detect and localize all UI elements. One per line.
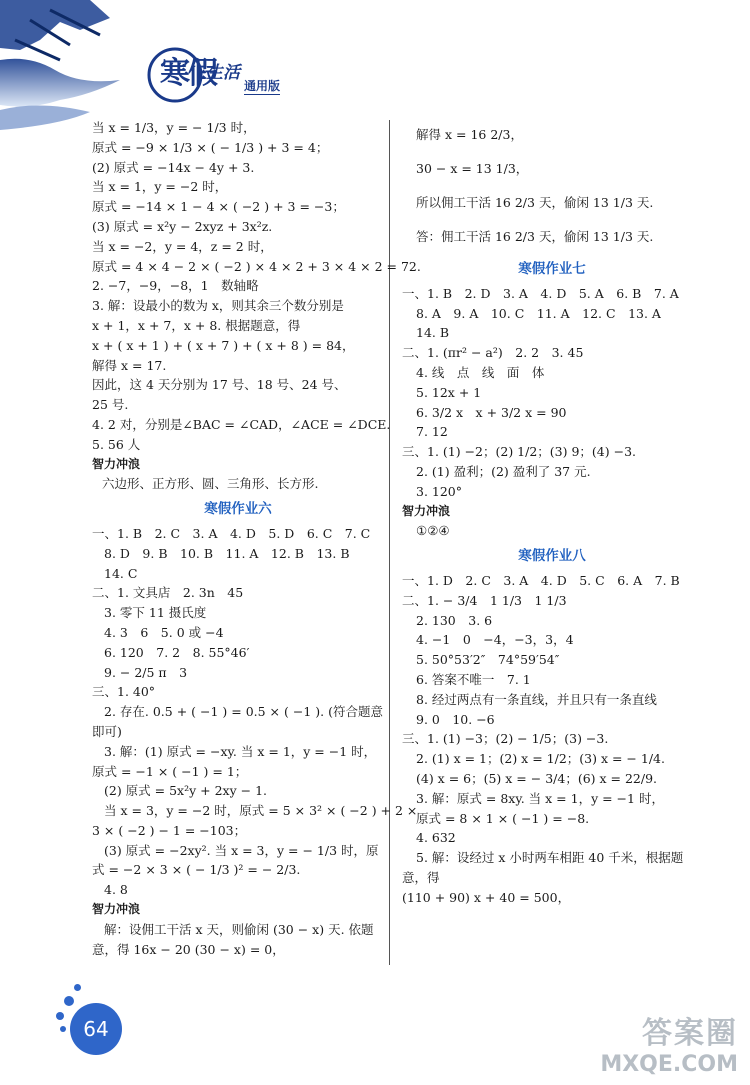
answer-line: 原式 = −1 × ( −1 ) = 1；: [92, 763, 248, 779]
answer-line: 三、1. (1) −2；(2) 1/2；(3) 9；(4) −3.: [402, 444, 637, 460]
zhili-heading: 智力冲浪: [92, 456, 141, 471]
answer-line: 4. −1 0 −4，−3，3，4: [416, 632, 574, 648]
decorative-dot: [56, 1012, 64, 1020]
answer-line: 30 − x = 13 1/3，: [416, 161, 529, 176]
column-divider: [389, 120, 390, 965]
section-title: 寒假作业六: [204, 501, 272, 518]
answer-line: 原式 = −14 × 1 − 4 × ( −2 ) + 3 = −3；: [92, 199, 345, 215]
answer-line: 当 x = −2，y = 4，z = 2 时，: [92, 238, 273, 254]
answer-line: (3) 原式 = x²y − 2xyz + 3x²z.: [92, 218, 273, 234]
answer-line: 二、1. − 3/4 1 1/3 1 1/3: [402, 592, 567, 608]
answer-line: 意，得 16x − 20 (30 − x) = 0，: [92, 941, 285, 957]
answer-line: (110 + 90) x + 40 = 500，: [402, 889, 571, 905]
answer-line: 一、1. B 2. C 3. A 4. D 5. D 6. C 7. C: [92, 525, 371, 541]
decorative-dot: [74, 984, 81, 991]
answer-line: 4. 线 点 线 面 体: [416, 364, 545, 380]
answer-line: 3. 120°: [416, 483, 463, 499]
answer-line: 6. 120 7. 2 8. 55°46′: [104, 644, 250, 660]
header-title: 寒假: [160, 56, 216, 91]
watermark-url: MXQE.COM: [600, 1052, 738, 1077]
answer-block-continuation: [92, 118, 421, 455]
section-six-answers: [92, 524, 418, 900]
header-subtitle: 生活: [206, 63, 240, 83]
answer-line: 答：佣工干活 16 2/3 天，偷闲 13 1/3 天.: [416, 229, 654, 244]
answer-line: 解：设佣工干活 x 天，则偷闲 (30 − x) 天. 依题: [104, 921, 374, 937]
answer-line: 六边形、正方形、圆、三角形、长方形.: [102, 476, 319, 492]
right-column: [402, 118, 702, 908]
answer-line: 5. 56 人: [92, 436, 141, 452]
answer-line: 4. 3 6 5. 0 或 −4: [104, 624, 224, 640]
section-title: 寒假作业八: [518, 548, 586, 565]
section-title: 寒假作业七: [518, 261, 586, 277]
section-seven-answers: [402, 284, 702, 502]
decorative-dot: [64, 996, 74, 1006]
answer-line: 4. 632: [416, 830, 456, 846]
answer-line: 二、1. (πr² − a²) 2. 2 3. 45: [402, 345, 584, 361]
answer-line: 当 x = 1/3，y = − 1/3 时，: [92, 120, 256, 135]
answer-line: 5. 50°53′2″ 74°59′54″: [416, 652, 560, 668]
answer-line: x + ( x + 1 ) + ( x + 7 ) + ( x + 8 ) = 84，: [92, 337, 355, 353]
answer-line: 意，得: [402, 869, 440, 885]
watermark-text: 答案圈: [642, 1016, 738, 1051]
answer-line: 3. 解：(1) 原式 = −xy. 当 x = 1，y = −1 时，: [104, 743, 377, 759]
answer-line: 25 号.: [92, 397, 129, 413]
page-number: 64: [70, 1003, 122, 1055]
left-column: [92, 118, 421, 959]
answer-line: 5. 解：设经过 x 小时两车相距 40 千米，根据题: [416, 850, 684, 866]
answer-line: 8. D 9. B 10. B 11. A 12. B 13. B: [104, 545, 350, 561]
watermark: [600, 1008, 738, 1077]
zhili-heading: 智力冲浪: [402, 503, 451, 518]
answer-line: 3. 解：原式 = 8xy. 当 x = 1，y = −1 时，: [416, 790, 664, 806]
answer-line: 14. B: [416, 325, 450, 341]
answer-line: 即可): [92, 723, 122, 739]
answer-line: 解得 x = 17.: [92, 357, 167, 373]
answer-line: (4) x = 6；(5) x = − 3/4；(6) x = 22/9.: [416, 770, 658, 786]
answer-line: 解得 x = 16 2/3，: [416, 127, 523, 142]
answer-line: 三、1. (1) −3；(2) − 1/5；(3) −3.: [402, 731, 609, 747]
answer-line: 3. 零下 11 摄氏度: [104, 605, 207, 621]
answer-line: 14. C: [104, 565, 138, 581]
answer-line: 原式 = 4 × 4 − 2 × ( −2 ) × 4 × 2 + 3 × 4 × 2 = 72.: [92, 258, 421, 274]
answer-line: 一、1. B 2. D 3. A 4. D 5. A 6. B 7. A: [402, 285, 679, 301]
answer-line: 2. (1) 盈利；(2) 盈利了 37 元.: [416, 463, 591, 479]
decorative-dot: [60, 1026, 66, 1032]
answer-line: ①②④: [416, 523, 450, 539]
answer-line: 2. (1) x = 1；(2) x = 1/2；(3) x = − 1/4.: [416, 751, 665, 767]
answer-line: 2. −7，−9，−8，1 数轴略: [92, 278, 259, 294]
answer-line: 所以佣工干活 16 2/3 天，偷闲 13 1/3 天.: [416, 195, 654, 210]
zhili-heading: 智力冲浪: [92, 902, 141, 917]
answer-block-continuation: [402, 118, 702, 254]
header-edition: 通用版: [244, 79, 281, 93]
answer-line: 4. 2 对，分别是∠BAC = ∠CAD，∠ACE = ∠DCE.: [92, 416, 391, 432]
answer-line: 6. 3/2 x x + 3/2 x = 90: [416, 404, 567, 420]
answer-line: 5. 12x + 1: [416, 384, 482, 400]
answer-line: x + 1，x + 7，x + 8. 根据题意，得: [92, 317, 301, 333]
section-eight-answers: [402, 571, 702, 908]
answer-line: 7. 12: [416, 424, 448, 440]
answer-line: 8. 经过两点有一条直线，并且只有一条直线: [416, 691, 657, 707]
answer-line: 三、1. 40°: [92, 684, 156, 700]
answer-line: (3) 原式 = −2xy². 当 x = 3，y = − 1/3 时，原: [104, 842, 379, 858]
answer-line: 8. A 9. A 10. C 11. A 12. C 13. A: [416, 305, 661, 321]
answer-line: 2. 存在. 0.5 + ( −1 ) = 0.5 × ( −1 ). (符合题意: [104, 704, 383, 720]
answer-line: 原式 = 8 × 1 × ( −1 ) = −8.: [416, 810, 590, 826]
answer-line: 9. 0 10. −6: [416, 711, 495, 727]
answer-line: 6. 答案不唯一 7. 1: [416, 671, 531, 687]
answer-line: 2. 130 3. 6: [416, 612, 493, 628]
answer-line: 当 x = 1，y = −2 时，: [92, 179, 228, 195]
answer-line: 因此，这 4 天分别为 17 号、18 号、24 号、: [92, 377, 347, 393]
answer-line: 二、1. 文具店 2. 3n 45: [92, 585, 244, 601]
answer-line: 3 × ( −2 ) − 1 = −103；: [92, 822, 247, 838]
answer-line: (2) 原式 = −14x − 4y + 3.: [92, 159, 255, 175]
answer-line: 3. 解：设最小的数为 x，则其余三个数分别是: [92, 298, 344, 314]
answer-line: 当 x = 3，y = −2 时，原式 = 5 × 3² × ( −2 ) + 2 ×: [104, 803, 418, 819]
answer-line: 4. 8: [104, 882, 128, 898]
answer-line: (2) 原式 = 5x²y + 2xy − 1.: [104, 783, 268, 799]
answer-line: 原式 = −9 × 1/3 × ( − 1/3 ) + 3 = 4；: [92, 139, 329, 155]
answer-line: 9. − 2/5 π 3: [104, 664, 188, 680]
answer-line: 式 = −2 × 3 × ( − 1/3 )² = − 2/3.: [92, 862, 301, 878]
answer-line: 一、1. D 2. C 3. A 4. D 5. C 6. A 7. B: [402, 572, 680, 588]
